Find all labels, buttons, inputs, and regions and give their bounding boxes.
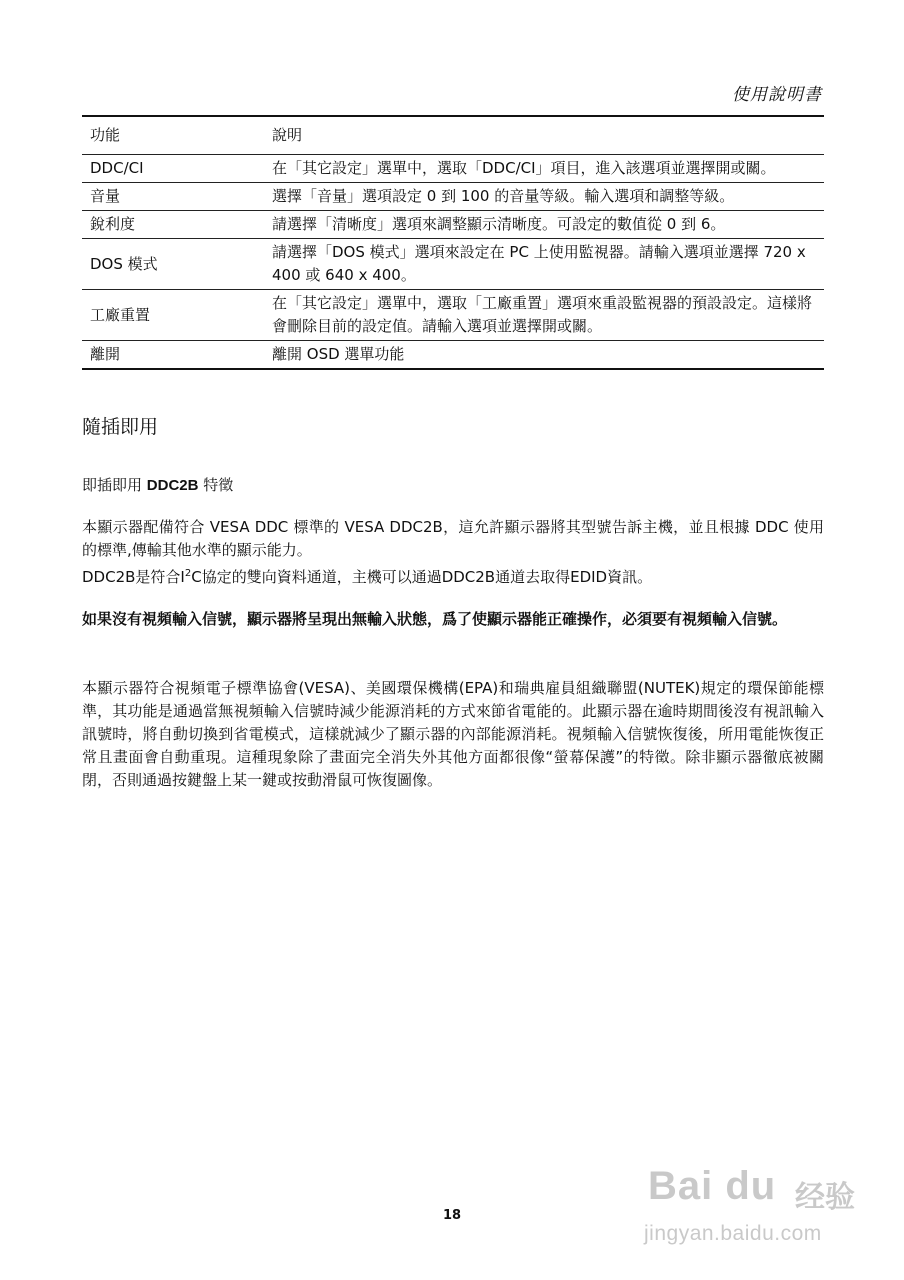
row-description: 在「其它設定」選單中，選取「DDC/CI」項目，進入該選項並選擇開或關。 bbox=[264, 155, 824, 183]
watermark-logo: Bai du bbox=[648, 1164, 777, 1208]
watermark-brand: 经验 bbox=[795, 1181, 855, 1214]
header-description: 說明 bbox=[264, 117, 824, 155]
subtitle-prefix: 即插即用 bbox=[82, 476, 147, 494]
row-description: 在「其它設定」選單中，選取「工廠重置」選項來重設監視器的預設設定。這樣將會刪除目前的設定值。請輸入選項並選擇開或關。 bbox=[264, 290, 824, 341]
row-description: 請選擇「DOS 模式」選項來設定在 PC 上使用監視器。請輸入選項並選擇 720 x 400 或 640 x 400。 bbox=[264, 239, 824, 290]
header-title: 使用說明書 bbox=[732, 85, 822, 105]
subtitle-suffix: 特徵 bbox=[198, 476, 234, 494]
row-description: 離開 OSD 選單功能 bbox=[264, 341, 824, 370]
p2-part-a: DDC2B是符合I bbox=[82, 568, 185, 586]
paragraph-no-signal: 如果沒有視頻輸入信號，顯示器將呈現出無輸入狀態，爲了使顯示器能正確操作，必須要有視頻輸入信號。 bbox=[82, 610, 788, 628]
row-description: 請選擇「清晰度」選項來調整顯示清晰度。可設定的數值從 0 到 6。 bbox=[264, 211, 824, 239]
section-title: 隨插即用 bbox=[82, 416, 159, 438]
page-number: 18 bbox=[442, 1208, 462, 1223]
row-function: DOS 模式 bbox=[82, 239, 264, 290]
row-function: 銳利度 bbox=[82, 211, 264, 239]
row-function: DDC/CI bbox=[82, 155, 264, 183]
section-subtitle bbox=[82, 474, 233, 495]
table-row bbox=[82, 211, 824, 239]
table-row bbox=[82, 239, 824, 290]
table-row bbox=[82, 155, 824, 183]
paragraph-ddc2b bbox=[82, 562, 824, 589]
function-table bbox=[82, 117, 824, 370]
row-function: 離開 bbox=[82, 341, 264, 370]
row-function: 音量 bbox=[82, 183, 264, 211]
baidu-watermark bbox=[640, 1150, 880, 1265]
watermark-url: jingyan.baidu.com bbox=[644, 1222, 822, 1245]
row-description: 選擇「音量」選項設定 0 到 100 的音量等級。輸入選項和調整等級。 bbox=[264, 183, 824, 211]
header-function: 功能 bbox=[82, 117, 264, 155]
p2-superscript: 2 bbox=[184, 568, 192, 579]
table-header-row bbox=[82, 117, 824, 155]
p2-part-b: C協定的雙向資料通道，主機可以通過DDC2B通道去取得EDID資訊。 bbox=[191, 568, 653, 586]
table-row bbox=[82, 341, 824, 370]
table-row bbox=[82, 290, 824, 341]
row-function: 工廠重置 bbox=[82, 290, 264, 341]
subtitle-bold: DDC2B bbox=[146, 477, 199, 494]
paragraph-power-saving: 本顯示器符合視頻電子標準協會(VESA)、美國環保機構(EPA)和瑞典雇員組織聯盟(NUTEK)規定的環保節能標準，其功能是通過當無視頻輸入信號時減少能源消耗的方式來節省電能的。此顯示器在逾時期間後沒有視訊輸入訊號時，將自動切換到省電模式，這樣就減少了顯示器的內部能源消耗。視頻輸入信號恢復後，所用電能恢復正常且畫面會自動重現。這種現象除了畫面完全消失外其他方面都很像“螢幕保護”的特徵。除非顯示器徹底被關閉，否則通過按鍵盤上某一鍵或按動滑鼠可恢復圖像。 bbox=[82, 679, 824, 789]
paragraph-ddc: 本顯示器配備符合 VESA DDC 標準的 VESA DDC2B，這允許顯示器將其型號告訴主機，並且根據 DDC 使用的標準,傳輸其他水準的顯示能力。 bbox=[82, 518, 824, 559]
table-row bbox=[82, 183, 824, 211]
